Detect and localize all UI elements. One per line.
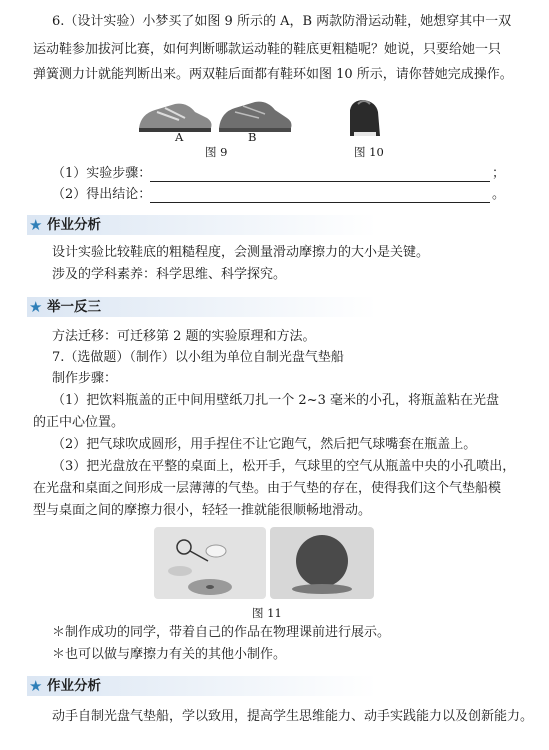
note-1: ＊制作成功的同学，带着自己的作品在物理课前进行展示。 [52, 625, 391, 640]
hovercraft-photo [270, 527, 374, 599]
step-1-answer-line[interactable] [150, 181, 490, 182]
steps-heading: 制作步骤： [52, 371, 118, 386]
q7-title: 7.（选做题）（制作）以小组为单位自制光盘气垫船 [52, 350, 344, 365]
figure-10-caption: 图 10 [354, 145, 384, 159]
star-icon: ★ [29, 677, 43, 695]
figure-9-caption: 图 9 [205, 145, 228, 159]
step-3-text-cont-1: 在光盘和桌面之间形成一层薄薄的气垫。由于气垫的存在，使得我们这个气垫船模 [33, 481, 502, 496]
figure-11-caption: 图 11 [252, 606, 282, 620]
step-1-label: （1）实验步骤： [52, 166, 152, 181]
shoe-a-image [139, 104, 212, 132]
step-3-text: （3）把光盘放在平整的桌面上，松开手，气球里的空气从瓶盖中央的小孔喷出， [52, 459, 516, 474]
analysis-2-line-1: 动手自制光盘气垫船，学以致用，提高学生思维能力、动手实践能力以及创新能力。 [52, 709, 534, 724]
q6-line-1: 6.（设计实验）小梦买了如图 9 所示的 A，B 两款防滑运动鞋，她想穿其中一双 [52, 14, 512, 29]
star-icon: ★ [29, 216, 43, 234]
step-1-text-cont: 的正中心位置。 [33, 415, 125, 430]
shoe-heel-photo [342, 96, 386, 138]
shoes-photo [135, 92, 295, 140]
step-1-end: ； [492, 166, 506, 181]
shoe-b-image [219, 102, 292, 132]
section-title: 作业分析 [47, 217, 101, 233]
analysis-1-line-1: 设计实验比较鞋底的粗糙程度，会测量滑动摩擦力的大小是关键。 [52, 245, 430, 260]
materials-photo [154, 527, 266, 599]
section-title: 举一反三 [47, 299, 101, 315]
step-2-text: （2）把气球吹成圆形，用手捏住不让它跑气，然后把气球嘴套在瓶盖上。 [52, 437, 477, 452]
section-title: 作业分析 [47, 678, 101, 694]
analysis-1-line-2: 涉及的学科素养：科学思维、科学探究。 [52, 267, 287, 282]
section-homework-analysis-1 [27, 215, 527, 235]
step-2-answer-line[interactable] [150, 202, 490, 203]
step-2-label: （2）得出结论： [52, 187, 152, 202]
q6-line-3: 弹簧测力计就能判断出来。两双鞋后面都有鞋环如图 10 所示，请你替她完成操作。 [33, 67, 513, 82]
section-practice [27, 297, 527, 317]
label-a: A [175, 130, 184, 144]
step-3-text-cont-2: 型与桌面之间的摩擦力很小，轻轻一推就能很顺畅地滑动。 [33, 503, 372, 518]
q6-line-2: 运动鞋参加拔河比赛，如何判断哪款运动鞋的鞋底更粗糙呢？她说，只要给她一只 [33, 42, 502, 57]
method-transfer: 方法迁移：可迁移第 2 题的实验原理和方法。 [52, 329, 316, 344]
step-1-text: （1）把饮料瓶盖的正中间用壁纸刀扎一个 2~3 毫米的小孔，将瓶盖粘在光盘 [52, 393, 499, 408]
label-b: B [248, 130, 257, 144]
step-2-end: 。 [492, 187, 506, 202]
section-homework-analysis-2 [27, 676, 527, 696]
star-icon: ★ [29, 298, 43, 316]
note-2: ＊也可以做与摩擦力有关的其他小制作。 [52, 647, 287, 662]
